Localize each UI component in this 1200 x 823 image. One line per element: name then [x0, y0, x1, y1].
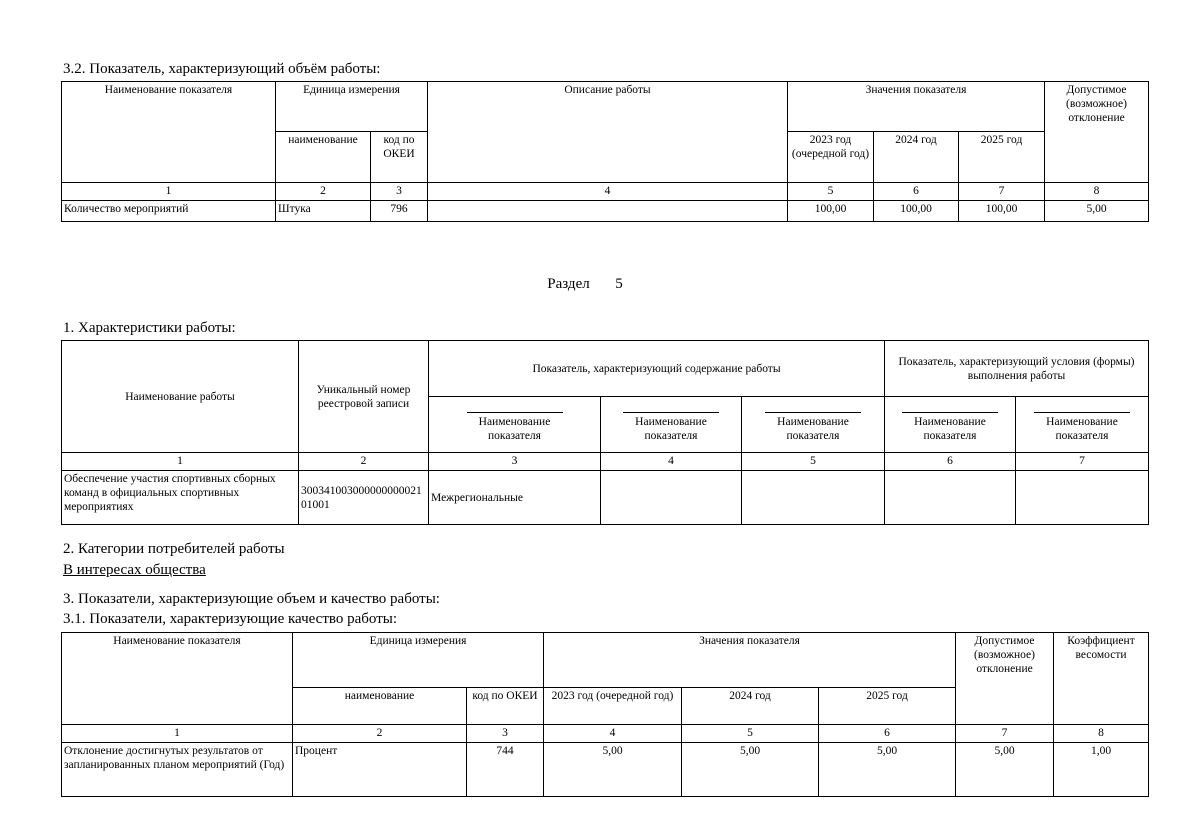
column-number: 7: [1016, 453, 1149, 471]
cell-conditions-indicator-2: [1016, 471, 1149, 525]
cell-indicator-name: Количество мероприятий: [62, 201, 276, 222]
header-year-2024: 2024 год: [874, 132, 959, 183]
cell-weight-coefficient: 1,00: [1054, 743, 1149, 797]
column-number: 7: [956, 725, 1054, 743]
header-indicator-name: Наименование показателя: [62, 633, 293, 725]
header-indicator-slot: [1016, 397, 1149, 453]
column-number: 3: [371, 183, 428, 201]
column-number: 2: [276, 183, 371, 201]
column-number: 5: [682, 725, 819, 743]
header-unit: Единица измерения: [276, 82, 428, 132]
section-word: Раздел: [547, 276, 590, 292]
column-number: 8: [1045, 183, 1149, 201]
volume-indicator-heading: 3.2. Показатель, характеризующий объём работы:: [63, 61, 381, 77]
cell-allowed-deviation: 5,00: [956, 743, 1054, 797]
header-content-indicator: Показатель, характеризующий содержание работы: [429, 341, 885, 397]
column-number: 2: [293, 725, 467, 743]
header-conditions-indicator: Показатель, характеризующий условия (формы) выполнения работы: [885, 341, 1149, 397]
header-weight-coefficient: Коэффициент весомости: [1054, 633, 1149, 725]
header-indicator-slot: [885, 397, 1016, 453]
header-indicator-name: Наименование показателя: [62, 82, 276, 183]
indicator-name-label: Наименование показателя: [1034, 412, 1130, 443]
header-indicator-values: Значения показателя: [788, 82, 1045, 132]
cell-value-2024: 5,00: [682, 743, 819, 797]
indicator-name-label: Наименование показателя: [902, 412, 998, 443]
volume-quality-heading: 3. Показатели, характеризующие объем и качество работы:: [63, 591, 440, 607]
cell-work-name: Обеспечение участия спортивных сборных команд в официальных спортивных мероприятиях: [62, 471, 299, 525]
header-year-2025: 2025 год: [959, 132, 1045, 183]
cell-indicator-name: Отклонение достигнутых результатов от запланированных планом мероприятий (Год): [62, 743, 293, 797]
header-allowed-deviation: Допустимое (возможное) отклонение: [1045, 82, 1149, 183]
cell-unit-name: Процент: [293, 743, 467, 797]
header-indicator-slot: [742, 397, 885, 453]
column-number: 7: [959, 183, 1045, 201]
header-year-2023: 2023 год (очередной год): [788, 132, 874, 183]
header-work-description: Описание работы: [428, 82, 788, 183]
header-unit-name: наименование: [276, 132, 371, 183]
column-number: 4: [601, 453, 742, 471]
indicator-name-label: Наименование показателя: [765, 412, 861, 443]
work-characteristics-heading: 1. Характеристики работы:: [63, 320, 236, 336]
cell-value-2023: 100,00: [788, 201, 874, 222]
consumer-categories-heading: 2. Категории потребителей работы: [63, 541, 285, 557]
quality-indicator-heading: 3.1. Показатели, характеризующие качество работы:: [63, 611, 397, 627]
column-number: 1: [62, 453, 299, 471]
cell-value-2023: 5,00: [544, 743, 682, 797]
consumer-category-value: В интересах общества: [63, 562, 206, 578]
cell-registry-number: 30034100300000000002101001: [299, 471, 429, 525]
column-number: 2: [299, 453, 429, 471]
cell-content-indicator-2: [601, 471, 742, 525]
header-okei: код по ОКЕИ: [371, 132, 428, 183]
column-number: 4: [428, 183, 788, 201]
column-number: 1: [62, 725, 293, 743]
section-number: 5: [615, 276, 623, 292]
indicator-name-label: Наименование показателя: [623, 412, 719, 443]
header-indicator-slot: [429, 397, 601, 453]
column-number: 1: [62, 183, 276, 201]
cell-conditions-indicator-1: [885, 471, 1016, 525]
quality-indicator-table: [61, 632, 1149, 797]
header-year-2023: 2023 год (очередной год): [544, 688, 682, 725]
cell-content-indicator-3: [742, 471, 885, 525]
header-year-2024: 2024 год: [682, 688, 819, 725]
header-indicator-values: Значения показателя: [544, 633, 956, 688]
column-number: 6: [885, 453, 1016, 471]
header-okei: код по ОКЕИ: [467, 688, 544, 725]
column-number: 6: [819, 725, 956, 743]
cell-work-description: [428, 201, 788, 222]
cell-okei: 796: [371, 201, 428, 222]
header-allowed-deviation: Допустимое (возможное) отклонение: [956, 633, 1054, 725]
cell-unit-name: Штука: [276, 201, 371, 222]
cell-value-2025: 5,00: [819, 743, 956, 797]
cell-content-indicator-1: Межрегиональные: [429, 471, 601, 525]
column-number: 6: [874, 183, 959, 201]
column-number: 3: [429, 453, 601, 471]
column-number: 3: [467, 725, 544, 743]
header-indicator-slot: [601, 397, 742, 453]
column-number: 5: [788, 183, 874, 201]
volume-indicator-table: [61, 81, 1149, 222]
column-number: 5: [742, 453, 885, 471]
cell-value-2025: 100,00: [959, 201, 1045, 222]
header-unit-name: наименование: [293, 688, 467, 725]
column-number: 8: [1054, 725, 1149, 743]
work-characteristics-table: [61, 340, 1149, 525]
cell-allowed-deviation: 5,00: [1045, 201, 1149, 222]
header-registry-number: Уникальный номер реестровой записи: [299, 341, 429, 453]
header-work-name: Наименование работы: [62, 341, 299, 453]
header-year-2025: 2025 год: [819, 688, 956, 725]
cell-okei: 744: [467, 743, 544, 797]
cell-value-2024: 100,00: [874, 201, 959, 222]
section-title: [0, 276, 1170, 293]
header-unit: Единица измерения: [293, 633, 544, 688]
indicator-name-label: Наименование показателя: [467, 412, 563, 443]
column-number: 4: [544, 725, 682, 743]
